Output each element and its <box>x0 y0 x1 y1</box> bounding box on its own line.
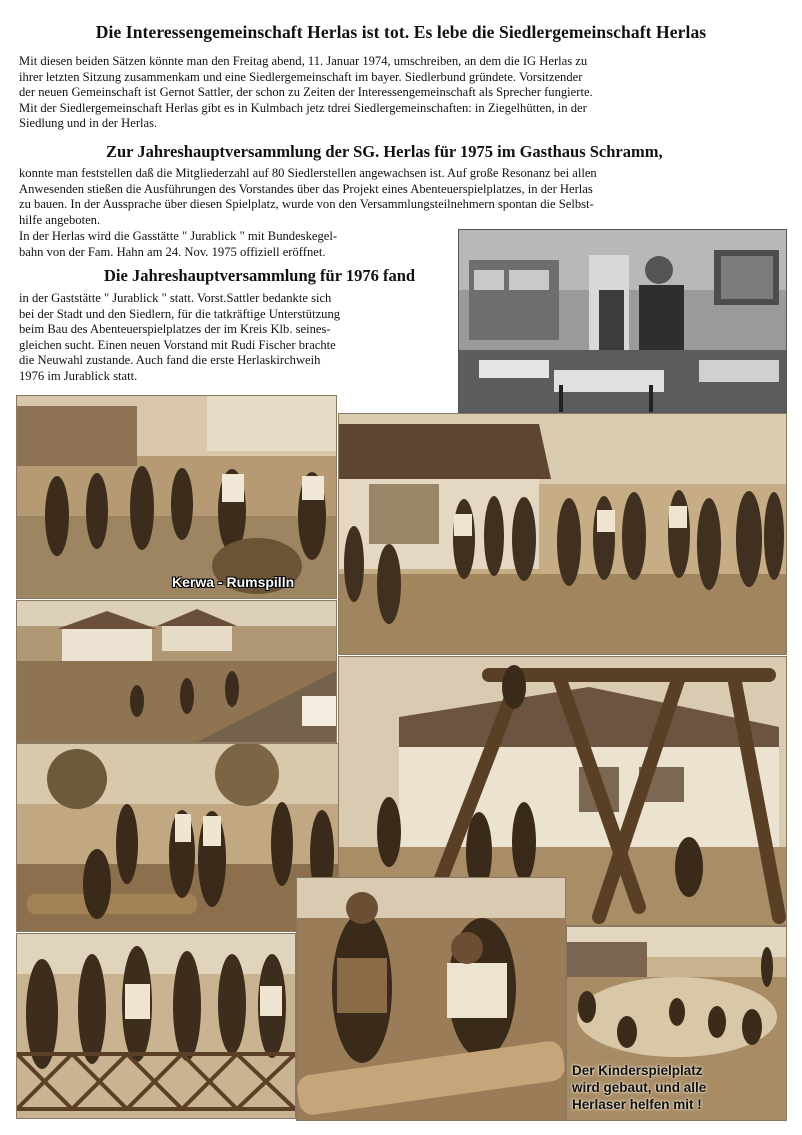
section-heading-1975: Zur Jahreshauptversammlung der SG. Herlas für 1975 im Gasthaus Schramm, <box>106 142 663 161</box>
caption-kerwa: Kerwa - Rumspilln <box>172 574 295 590</box>
photo-kerwa-dance <box>16 395 337 599</box>
jurablick-paragraph <box>19 229 455 260</box>
caption-line: Herlaser helfen mit ! <box>572 1097 702 1112</box>
caption-line: wird gebaut, und alle <box>572 1080 707 1095</box>
page-title: Die Interessengemeinschaft Herlas ist tot. Es lebe die Siedlergemeinschaft Herlas <box>95 22 707 42</box>
section-line: hilfe angeboten. <box>19 212 101 227</box>
intro-paragraph <box>19 54 785 132</box>
photo-groundbreaking <box>338 413 787 655</box>
section-line: 1976 im Jurablick statt. <box>19 368 138 383</box>
intro-line: der neuen Gemeinschaft ist Gernot Sattler, der schon zu Zeiten der Interessengemeinschaft als Sprecher fungierte. <box>19 85 593 100</box>
section-heading-1976: Die Jahreshauptversammlung für 1976 fand <box>104 266 416 285</box>
section-line: gleichen sucht. Einen neuen Vorstand mit Rudi Fischer brachte <box>19 337 336 352</box>
section-1975-paragraph <box>19 166 785 228</box>
intro-line: ihrer letzten Sitzung zusammenkam und eine Siedlergemeinschaft im bayer. Siedlerbund gründete. Vorsitzender <box>19 69 583 84</box>
section-1976-paragraph <box>19 291 453 385</box>
intro-line: Mit der Siedlergemeinschaft Herlas gibt es in Kulmbach jetz tdrei Siedlergemeinschaften: in Ziegelhütten, in der <box>19 100 587 115</box>
photo-street-construction <box>16 600 337 743</box>
section-line: in der Gaststätte " Jurablick " statt. Vorst.Sattler bedankte sich <box>19 291 332 305</box>
section-line: beim Bau des Abenteuerspielplatzes der im Kreis Klb. seines- <box>19 322 331 337</box>
section-line: zu bauen. In der Aussprache über diesen Spielplatz, wurde von den Versammlungsteilnehmern spontan die Selbst- <box>19 197 594 212</box>
intro-line: Siedlung und in der Herlas. <box>19 116 158 131</box>
section-line: bahn von der Fam. Hahn am 24. Nov. 1975 offiziell eröffnet. <box>19 244 326 259</box>
section-line: die Neuwahl zustande. Auch fand die erste Herlaskirchweih <box>19 353 321 368</box>
caption-kinderspielplatz <box>572 1062 706 1113</box>
intro-line: Mit diesen beiden Sätzen könnte man den Freitag abend, 11. Januar 1974, umschreiben, an dem die IG Herlas zu <box>19 54 588 68</box>
caption-line: Der Kinderspielplatz <box>572 1063 703 1078</box>
section-line: bei der Stadt und den Siedlern, für die tatkräftige Unterstützung <box>19 306 341 321</box>
photo-gaststaette-interior <box>458 229 787 413</box>
section-line: konnte man feststellen daß die Mitgliederzahl auf 80 Siedlerstellen angewachsen ist. Auf große Resonanz bei allen <box>19 166 597 180</box>
photo-men-working-log <box>296 877 566 1121</box>
photo-group-fence <box>16 933 296 1119</box>
section-line: Anwesenden stießen die Ausführungen des Vorstandes über das Projekt eines Abenteuerspielplatzes, in der Herlas <box>19 181 593 196</box>
section-line: In der Herlas wird die Gasstätte " Jurablick " mit Bundeskegel- <box>19 229 338 243</box>
